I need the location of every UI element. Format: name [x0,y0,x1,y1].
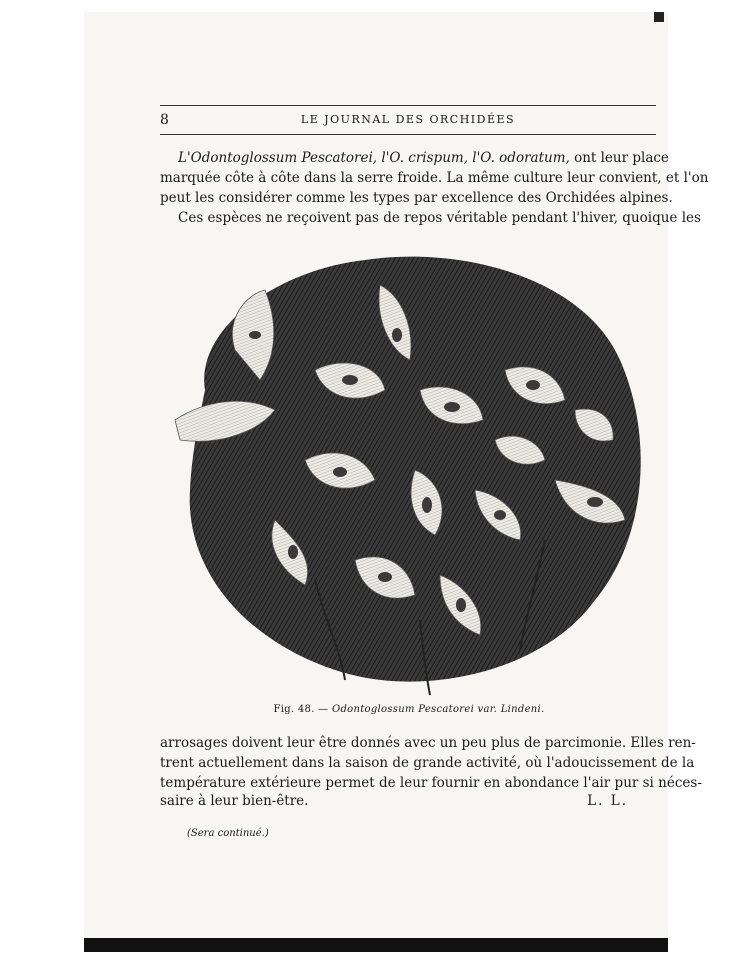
spot [444,402,460,412]
orchid-engraving-illustration [165,240,655,698]
paragraph-intro [160,148,709,228]
author-signature: L. L. [587,793,628,809]
spot [288,545,298,559]
page-header [160,105,656,135]
figure-title: Odontoglossum Pescatorei var. Lindeni. [331,704,545,715]
paragraph-line: saire à leur bien-être. [160,793,309,809]
running-title: LE JOURNAL DES ORCHIDÉES [300,113,516,126]
paragraph-line [160,148,669,168]
continued-note: (Sera continué.) [187,828,269,839]
paragraph-line: température extérieure permet de leur fournir en abondance l'air pur si néces- [160,775,702,791]
figure-label: Fig. 48. — [273,704,329,715]
spot [378,572,392,582]
species-name: L'Odontoglossum Pescatorei, [178,150,378,166]
species-name: l'O. odoratum, [472,150,570,166]
spot [392,328,402,342]
figure-caption [160,704,658,715]
paragraph-continuation [160,733,702,793]
spot [587,497,603,507]
spot [422,497,432,513]
spot [333,467,347,477]
page-number: 8 [160,112,169,128]
paragraph-line: peut les considérer comme les types par excellence des Orchidées alpines. [160,190,673,206]
spot [342,375,358,385]
paragraph-line: Ces espèces ne reçoivent pas de repos véritable pendant l'hiver, quoique les [178,210,701,226]
header-rule-bottom [160,134,656,135]
header-rule-top [160,105,656,106]
spot [456,598,466,612]
paragraph-line: marquée côte à côte dans la serre froide. La même culture leur convient, et l'on [160,170,709,186]
spot [249,331,261,339]
scan-corner-mark [654,12,664,22]
scan-bottom-edge [84,938,668,952]
species-name: l'O. crispum, [381,150,468,166]
line-tail: ont leur place [574,150,669,166]
paragraph-line: arrosages doivent leur être donnés avec un peu plus de parcimonie. Elles ren- [160,735,696,751]
spot [526,380,540,390]
spot [494,510,506,520]
paragraph-line: trent actuellement dans la saison de grande activité, où l'adoucissement de la [160,755,695,771]
